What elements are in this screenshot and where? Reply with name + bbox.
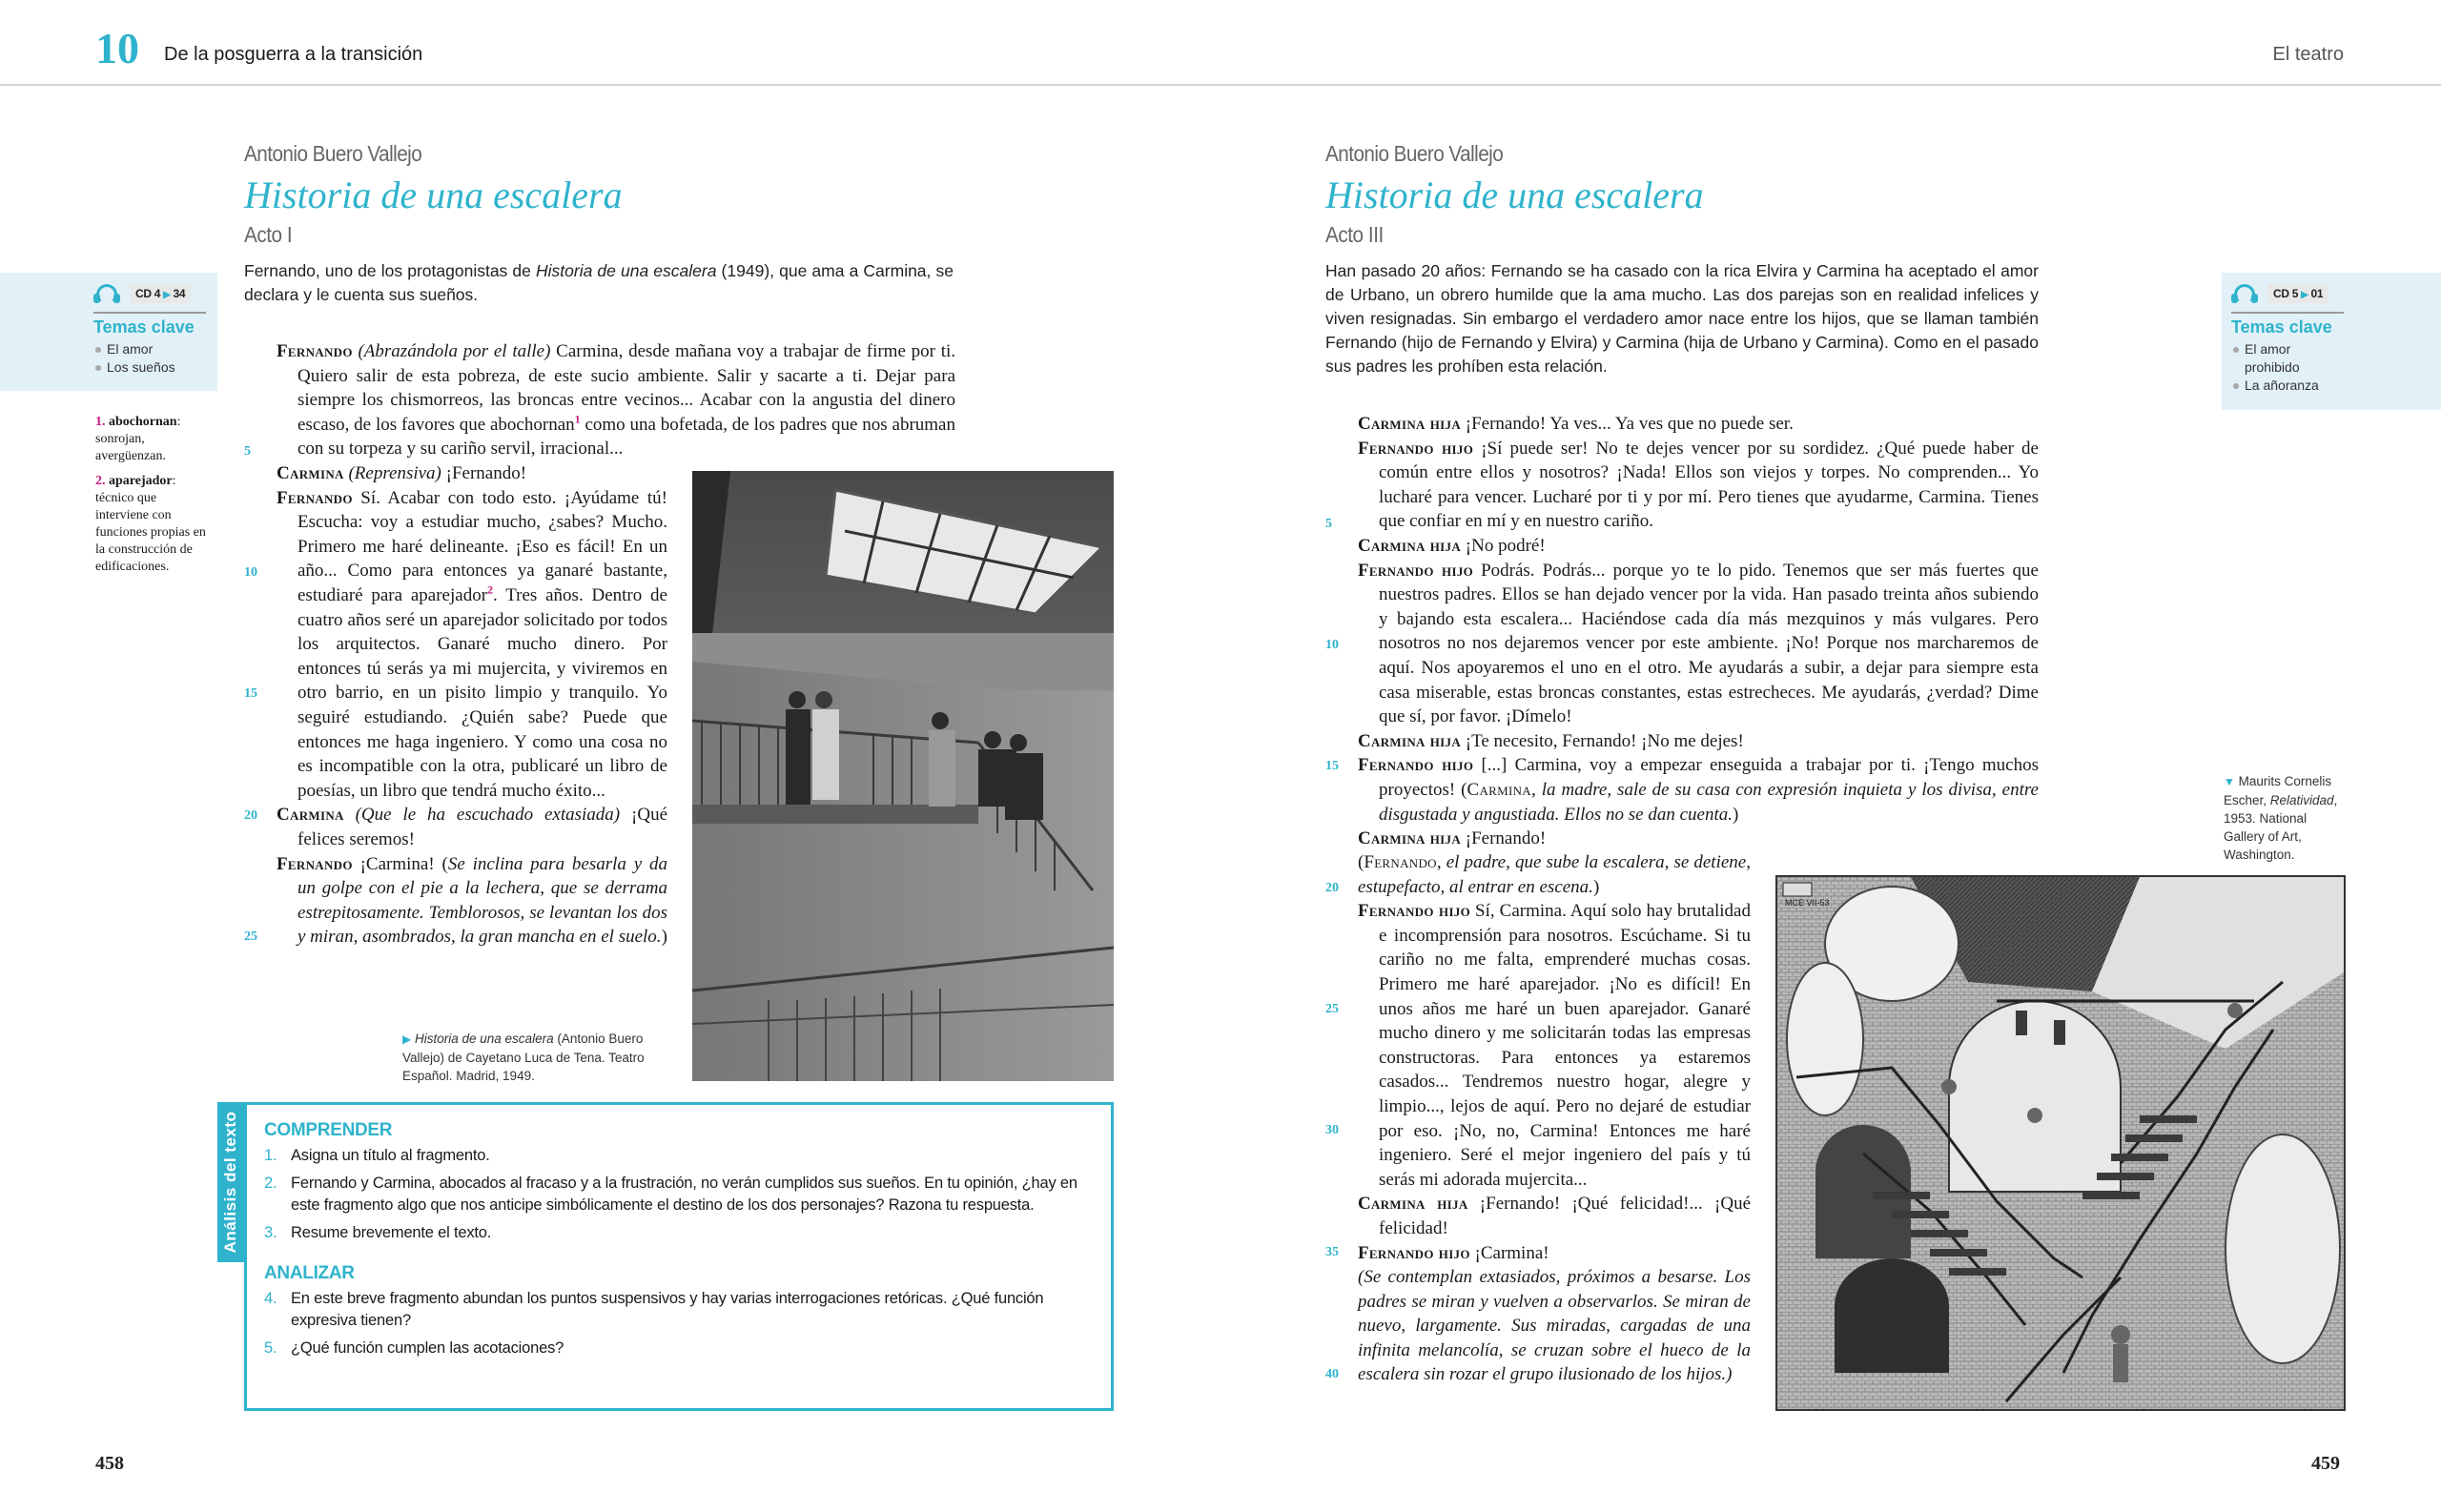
key-theme-item: Los sueños [93,358,206,377]
line-number: 10 [244,565,257,580]
speech: Carmina hija ¡Te necesito, Fernando! ¡No me dejes! [1358,730,1744,751]
audio-track-badge[interactable]: CD 4 ▶ 34 [130,284,191,303]
speech: Carmina hija ¡No podré! [1358,535,1546,556]
speech: Fernando ¡Carmina! (Se inclina para besarla y da un golpe con el pie a la lechera, que se derrama estrepitosamente. Temblorosos, se levantan los dos y miran, asombrados, la gran mancha en el suelo.) [277,853,668,948]
line-number: 15 [1325,759,1339,773]
speech: Fernando hijo Sí, Carmina. Aquí solo hay brutalidad e incomprensión para nosotros. Escúchame. Si tu cariño no me falta, emprenderé muchas cosas. Primero me haré aparejador. ¡No es difícil! En unos años me haré un buen aparejador. Ganaré mucho dinero y me solicitarán todas las empresas constructoras. Para entonces ya estaremos casados... Tendremos nuestro hogar, alegre y limpio..., lejos de aquí. Pero no dejaré de estudiar por eso. ¡No, no, Carmina! Entonces me haré ingeniero. Seré el mejor ingeniero del país y tú serás mi adorada mujercita... [1358,901,1751,1190]
author-name: Antonio Buero Vallejo [1325,141,1504,166]
escher-caption: ▼ Maurits Cornelis Escher, Relatividad, 1953. National Gallery of Art, Washington. [2224,774,2338,862]
caption-pointer-icon: ▶ [402,1032,412,1046]
dialogue-block-top [277,339,955,461]
act-label: Acto III [1325,222,1384,247]
line-number: 25 [244,930,257,944]
divider [93,312,206,314]
section-heading-analizar: ANALIZAR [264,1263,355,1283]
line-number: 10 [1325,638,1339,652]
key-theme-item: El amor prohibido [2231,340,2344,377]
question: 2. Fernando y Carmina, abocados al fracaso y a la frustración, no verán cumplidos sus sueños. En tu opinión, ¿hay en este fragmento algo que nos anticipe simbólicamente el destino de los dos personajes? Razona tu respuesta. [264,1175,1077,1214]
caption-pointer-icon: ▼ [2224,775,2235,788]
text-analysis-box [244,1102,1114,1411]
key-themes-title: Temas clave [2231,317,2332,337]
headphones-icon[interactable] [2231,283,2258,304]
line-number: 35 [1325,1245,1339,1259]
line-number: 15 [244,686,257,701]
analysis-tab: Análisis del texto [217,1102,244,1262]
question: 5. ¿Qué función cumplen las acotaciones? [264,1339,564,1357]
speech: Carmina (Que le ha escuchado extasiada) ¡Qué felices seremos! [277,805,667,849]
stage-photo-caption: ▶ Historia de una escalera (Antonio Buero Vallejo) de Cayetano Luca de Tena. Teatro Español. Madrid, 1949. [402,1032,645,1083]
line-number: 40 [1325,1367,1339,1381]
line-number: 20 [244,808,257,823]
footnote-marker[interactable]: 2 [487,582,494,597]
left-page-heading [244,141,954,307]
speech: Carmina hija ¡Fernando! [1358,828,1547,849]
author-name: Antonio Buero Vallejo [244,141,422,166]
stage-photo-illustration [692,471,1114,1081]
speech: Fernando hijo [...] Carmina, voy a empezar enseguida a trabajar por ti. ¡Tengo muchos proyectos! (Carmina, la madre, sale de su casa con expresión inquieta y los divisa, entre disgustada y angustiada. Ellos no se dan cuenta.) [1358,755,2040,825]
work-title: Historia de una escalera [1325,174,1704,216]
section-title: El teatro [2272,44,2344,65]
question: 1. Asigna un título al fragmento. [264,1147,490,1164]
intro-text: Fernando, uno de los protagonistas de Historia de una escalera (1949), que ama a Carmina, se declara y le cuenta sus sueños. [244,261,954,304]
right-key-themes-box [2222,273,2441,410]
page-number-right: 459 [2311,1453,2340,1474]
key-theme-item: El amor [93,340,206,358]
section-heading-comprender: COMPRENDER [264,1120,393,1140]
stage-direction: (Se contemplan extasiados, próximos a besarse. Los padres se miran y vuelven a observarlos. Se miran de nuevo, largamente. Sus miradas, cargadas de una infinita melancolía, se cruzan sobre el hueco de la escalera sin rozar el grupo ilusionado de los hijos.) [1358,1267,1751,1385]
line-number: 5 [1325,517,1332,531]
key-themes-title: Temas clave [93,317,195,337]
divider [2231,312,2344,314]
intro-text: Han pasado 20 años: Fernando se ha casado con la rica Elvira y Carmina ha aceptado el amor de Urbano, un obrero humilde que la ama mucho. Las dos parejas son en realidad infelices y viven resignadas. Sin embargo el verdadero amor nace entre los hijos, que se llaman también Fernando (hijo de Fernando y Elvira) y Carmina (hija de Urbano y Carmina). Como en el pasado sus padres les prohíben esta relación. [1325,261,2039,376]
line-number: 5 [244,444,251,459]
dialogue-block-narrow [1358,850,1751,1387]
page-number-left: 458 [95,1453,124,1474]
speech: Fernando hijo ¡Sí puede ser! No te dejes vencer por su sordidez. ¿Qué puede haber de común entre ellos y nosotros? ¡Nada! Ellos son viejos y torpes. No comprenden... Yo lucharé para vencer. Lucharé por ti y por mí. Pero tienes que ayudarme, Carmina. Tienes que confiar en mí y en nuestro cariño. [1358,438,2039,532]
speech: Fernando (Abrazándola por el talle) Carmina, desde mañana voy a trabajar de firme por ti. Quiero salir de esta pobreza, de este sucio ambiente. Salir y sacarte a ti. Dejar para siempre los chismorreos, las broncas entre vecinos... Acabar con la angustia del dinero escaso, de los favores que abochornan$^1$ como una bofetada, de los padres que nos abruman con su torpeza y su cariño servil, irracional... [277,341,956,460]
chapter-number: 10 [95,24,139,72]
glossary [95,414,212,583]
chapter-title: De la posguerra a la transición [164,44,423,65]
headphones-icon[interactable] [93,283,120,304]
escher-illustration [1777,877,2344,1409]
question: 4. En este breve fragmento abundan los puntos suspensivos y hay varias interrogaciones retóricas. ¿Qué función expresiva tienen? [264,1290,1044,1329]
key-themes-list [2231,340,2344,395]
speech: Carmina hija ¡Fernando! Ya ves... Ya ves que no puede ser. [1358,414,1794,434]
glossary-item: 2. aparejador: técnico que interviene con funciones propias en la construcción de edificaciones. [95,474,206,574]
play-triangle-icon: ▶ [163,290,171,300]
line-number: 25 [1325,1002,1339,1016]
play-triangle-icon: ▶ [2301,290,2308,300]
footnote-marker[interactable]: 1 [574,412,581,426]
key-theme-item: La añoranza [2231,377,2344,395]
speech: Fernando hijo Podrás. Podrás... porque yo te lo pido. Tenemos que ser más fuertes que nuestros padres. Ellos se han dejado vencer por la vida. Han pasado treinta años subiendo y bajando esta escalera... Haciéndose cada día más mezquinos y más vulgares. Pero nosotros no nos dejaremos vencer por este ambiente. ¡No! Porque nos marcharemos de aquí. Nos apoyaremos el uno en el otro. Me ayudarás a subir, a dejar para siempre esta casa miserable, estas broncas constantes, estas estrecheces. Me ayudarás, ¿verdad? Dime que sí, por favor. ¡Dímelo! [1358,560,2039,727]
left-key-themes-box [0,273,217,391]
stage-direction: (Fernando, el padre, que sube la escalera, se detiene, estupefacto, al entrar en escena.) [1358,852,1751,897]
dialogue-block-narrow [277,461,667,950]
speech: Carmina (Reprensiva) ¡Fernando! [277,463,527,483]
right-page-heading [1325,141,2039,378]
speech: Fernando hijo ¡Carmina! [1358,1242,1549,1263]
glossary-item: 1. abochornan: sonrojan, avergüenzan. [95,415,181,463]
line-number: 30 [1325,1123,1339,1137]
escher-signature: MCE VII-53 [1785,898,1830,908]
question: 3. Resume brevemente el texto. [264,1224,492,1241]
dialogue-block-top [1358,412,2039,851]
act-label: Acto I [244,222,293,247]
line-number: 20 [1325,881,1339,895]
speech: Carmina hija ¡Fernando! ¡Qué felicidad!... ¡Qué felicidad! [1358,1194,1751,1238]
running-header [0,0,2441,86]
work-title: Historia de una escalera [244,174,623,216]
audio-track-badge[interactable]: CD 5 ▶ 01 [2267,284,2328,303]
stage-photo [692,471,1114,1081]
escher-relativity-image [1775,875,2346,1411]
key-themes-list [93,340,206,377]
speech: Fernando Sí. Acabar con todo esto. ¡Ayúdame tú! Escucha: voy a estudiar mucho, ¿sabes? Mucho. Primero me haré delineante. ¡Eso es fácil! En un año... Como para entonces ya ganaré bastante, estudiaré para aparejador$^2$. Tres años. Dentro de cuatro años seré un aparejador solicitado por todos los arquitectos. Ganaré mucho dinero. Por entonces tú serás ya mi mujercita, y viviremos en otro barrio, en un pisito limpio y tranquilo. Yo seguiré estudiando. ¿Quién sabe? Puede que entonces me haga ingeniero. Y como una cosa no es incompatible con la otra, publicaré un libro de poesías, un libro que tendrá mucho éxito... [277,487,667,801]
